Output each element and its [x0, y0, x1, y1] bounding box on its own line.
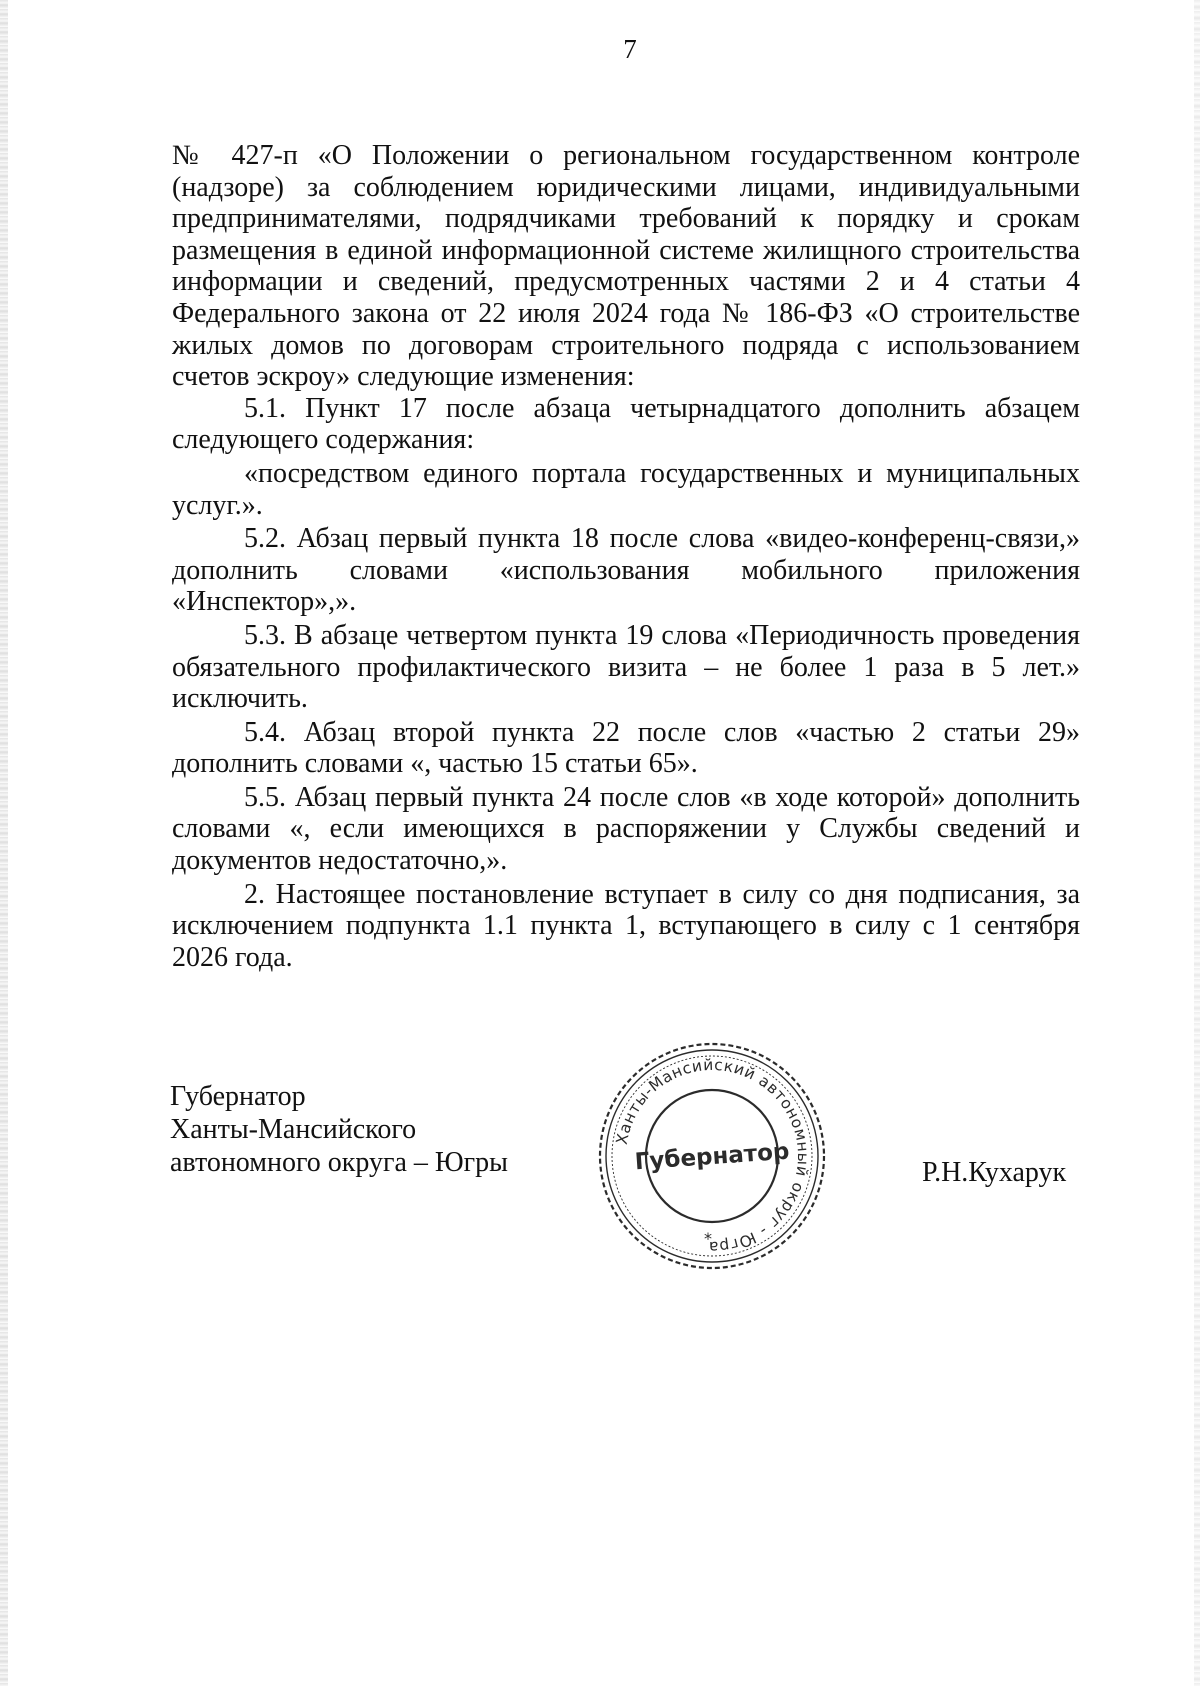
- paragraph-5-5: 5.5. Абзац первый пункта 24 после слов «в ходе которой» дополнить словами «, если имеющихся в распоряжении у Службы сведений и документов недостаточно,».: [172, 781, 1080, 877]
- seal-star: *: [704, 1229, 712, 1248]
- signatory-position-line1: Губернатор: [170, 1081, 306, 1112]
- official-seal-stamp: [592, 1036, 832, 1276]
- scan-edge-right: [1194, 0, 1200, 1686]
- page-number: 7: [623, 34, 637, 64]
- seal-center-text: Губернатор: [633, 1138, 791, 1176]
- document-body: [172, 140, 1080, 973]
- signatory-position-line3: автономного округа – Югры: [170, 1147, 508, 1178]
- paragraph-5-1: 5.1. Пункт 17 после абзаца четырнадцатого дополнить абзацем следующего содержания:: [172, 392, 1080, 456]
- paragraph-5-2: 5.2. Абзац первый пункта 18 после слова «видео-конференц-связи,» дополнить словами «использования мобильного приложения «Инспектор»,».: [172, 523, 1080, 618]
- signatory-position-line2: Ханты-Мансийского: [170, 1114, 417, 1145]
- paragraph-5-3: 5.3. В абзаце четвертом пункта 19 слова «Периодичность проведения обязательного профилактического визита – не более 1 раза в 5 лет.» исключить.: [172, 619, 1080, 715]
- scan-edge-left: [0, 0, 8, 1686]
- seal-ring-text: Ханты-Мансийский автономный округ - Югра: [612, 1055, 813, 1257]
- paragraph-continuation: № 427-п «О Положении о региональном государственном контроле (надзоре) за соблюдением юридическими лицами, индивидуальными предпринимателями, подрядчиками требований к порядку и срокам размещения в единой информационной системе жилищного строительства информации и сведений, предусмотренных частями 2 и 4 статьи 4 Федерального закона от 22 июля 2024 года № 186-ФЗ «О строительстве жилых домов по договорам строительного подряда с использованием счетов эскроу» следующие изменения:: [172, 140, 1080, 393]
- signatory-name: Р.Н.Кухарук: [922, 1157, 1067, 1188]
- paragraph-5-4: 5.4. Абзац второй пункта 22 после слов «частью 2 статьи 29» дополнить словами «, частью 15 статьи 65».: [172, 716, 1080, 780]
- signatory-position: [170, 1080, 508, 1179]
- paragraph-2-effective-date: 2. Настоящее постановление вступает в силу со дня подписания, за исключением подпункта 1.1 пункта 1, вступающего в силу с 1 сентября 2026 года.: [172, 878, 1080, 973]
- paragraph-5-1-quote: «посредством единого портала государственных и муниципальных услуг.».: [172, 457, 1080, 521]
